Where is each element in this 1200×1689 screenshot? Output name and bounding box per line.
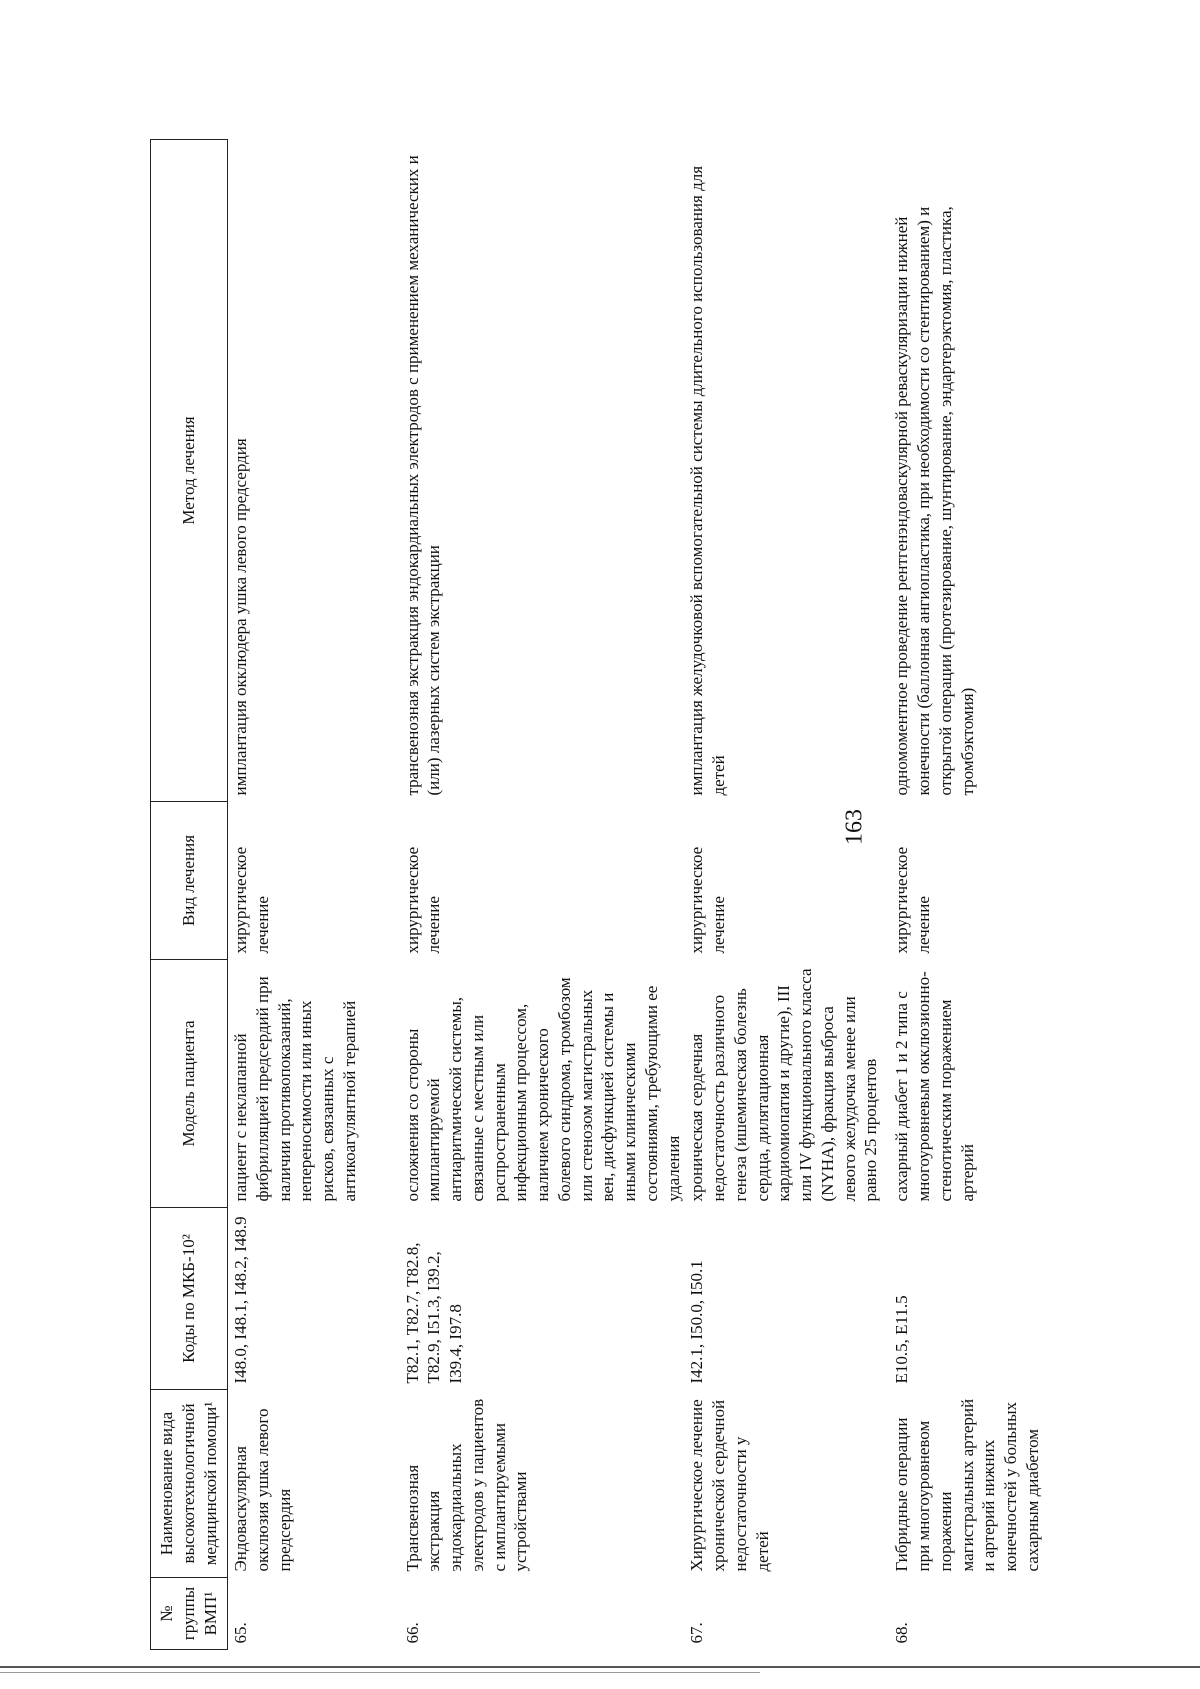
cell-group-number: 66. (402, 1622, 422, 1644)
header-treatment-method: Метод лечения (151, 140, 228, 802)
cell-patient-model: сахарный диабет 1 и 2 типа с многоуровневым окклюзионно-стенотическим поражением артерий (892, 971, 977, 1202)
cell-group-number: 65. (231, 1622, 250, 1644)
cell-treatment-type: хирургическое лечение (892, 846, 933, 954)
cell-patient-model: хроническая сердечная недостаточность различного генеза (ишемическая болезнь сердца, дилятационная кардиомиопатия и другие), III или IV функционального класса (NYHA), фракция выброса левого желудочка менее или равно 25 процентов (687, 968, 881, 1202)
cell-vmp-name: Гибридные операции при многоуровневом поражении магистральных артерий и артерий нижних конечностей у больных сахарным диабетом (892, 1398, 1042, 1572)
cell-icd-codes: I48.0, I48.1, I48.2, I48.9 (231, 1216, 250, 1384)
table-header-row (151, 140, 228, 1650)
cell-vmp-name: Трансвенозная экстракция эндокардиальных электродов у пациентов с имплантируемыми устройствами (402, 1398, 531, 1572)
cell-patient-model: осложнения со стороны имплантируемой антиаритмической системы, связанные с местным или распространенным инфекционным процессом, наличием хронического болевого синдрома, тромбозом или стенозом магистральных вен, дисфункцией системы и иными клиническими состояниями, требующими ее удаления (402, 977, 683, 1202)
cell-treatment-method: имплантация окклюдера ушка левого предсердия (231, 438, 250, 796)
table-row (400, 140, 685, 1650)
scan-bottom-rule (0, 1666, 1200, 1668)
cell-treatment-method: имплантация желудочковой вспомогательной системы длительного использования для детей (687, 165, 728, 796)
cell-patient-model: пациент с неклапанной фибрилляцией предсердий при наличии противопоказаний, непереносимости или иных рисков, связанных с антикоагулянтной терапией (231, 976, 359, 1202)
cell-group-number: 68. (892, 1622, 912, 1644)
table-row (684, 140, 889, 1650)
cell-icd-codes: E10.5, E11.5 (892, 1295, 912, 1384)
cell-vmp-name: Хирургическое лечение хронической сердечной недостаточности у детей (687, 1399, 772, 1572)
header-vmp-name: Наименование вида высокотехнологичной медицинской помощи¹ (151, 1390, 228, 1578)
cell-icd-codes: T82.1, T82.7, T82.8, T82.9, I51.3, I39.2, I39.4, I97.8 (402, 1242, 465, 1384)
header-group-number: № группы ВМП¹ (151, 1578, 228, 1650)
header-icd-codes: Коды по МКБ-10² (151, 1208, 228, 1390)
vmp-table (150, 139, 1069, 1650)
cell-treatment-type: хирургическое лечение (687, 846, 728, 954)
cell-group-number: 67. (687, 1622, 707, 1644)
page-number: 163 (841, 809, 868, 845)
table-row (228, 140, 400, 1650)
header-treatment-type: Вид лечения (151, 802, 228, 960)
table-row (889, 140, 1069, 1650)
cell-vmp-name: Эндоваскулярная окклюзия ушка левого предсердия (231, 1408, 294, 1572)
scan-bottom-rule-thin (0, 1672, 760, 1673)
cell-treatment-type: хирургическое лечение (402, 846, 444, 954)
cell-icd-codes: I42.1, I50.0, I50.1 (687, 1260, 707, 1384)
rotated-table-sheet (150, 140, 1200, 1650)
cell-treatment-method: одномоментное проведение рентгенэндоваскулярной реваскуляризации нижней конечности (баллонная ангиопластика, при необходимости со стентированием) и открытой операции (протезирование, шунтирование, эндартерэктомия, пластика, тромбэктомия) (892, 206, 977, 796)
cell-treatment-type: хирургическое лечение (231, 846, 272, 954)
header-patient-model: Модель пациента (151, 960, 228, 1208)
cell-treatment-method: трансвенозная экстракция эндокардиальных электродов с применением механических и (или) лазерных систем экстракции (402, 155, 444, 796)
